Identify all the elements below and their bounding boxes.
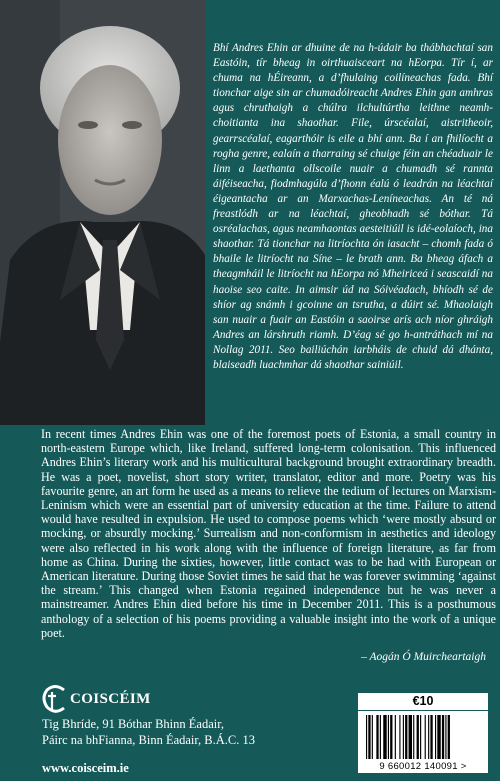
publisher-website-link[interactable]: www.coisceim.ie [42, 761, 129, 775]
blurb-attribution: – Aogán Ó Muircheartaigh [361, 651, 486, 663]
publisher-logo [42, 684, 162, 714]
barcode-bar [372, 715, 373, 759]
barcode-bar [380, 715, 381, 759]
barcode-bar [428, 715, 429, 759]
price-label: €10 [358, 693, 488, 710]
barcode-bar [409, 715, 412, 759]
barcode-bar [430, 715, 432, 759]
author-portrait-illustration [0, 0, 205, 425]
barcode-bar [390, 715, 392, 759]
publisher-name: COISCÉIM [70, 691, 151, 707]
barcode-bar [445, 715, 446, 759]
barcode-bar [399, 715, 400, 759]
barcode-bar [425, 715, 426, 759]
address-line-1: Tig Bhríde, 91 Bóthar Bhinn Éadair, [42, 717, 225, 731]
address-line-2: Páirc na bhFianna, Binn Éadair, B.Á.C. 13 [42, 733, 256, 747]
publisher-address [42, 716, 255, 748]
author-photo [0, 0, 205, 425]
barcode-bar [442, 715, 444, 759]
barcode-bar [420, 715, 421, 759]
barcode-bar [448, 715, 450, 759]
english-blurb: In recent times Andres Ehin was one of the foremost poets of Estonia, a small country in north-eastern Europe which, like Ireland, suffered long-term colonisation. This influenced Andres Ehin’s literary work and his multicultural background brought extraordinary breadth. He was a poet, novelist, short story writer, translator, editor and more. Poetry was his favourite genre, an art form he used as a means to relieve the tedium of lectures on Marxism-Leninism which were an essential part of university education at the time. Failure to attend would have resulted in expulsion. He used to compose poems which ‘were mostly absurd or mocking, or absurdly mocking.’ Surrealism and non-conformism in aesthetics and ideology were also reflected in his work along with the influence of foreign literature, as far from home as China. During the sixties, however, little contact was to be had with European or American literature. During those Soviet times he said that he was forever swimming ‘against the stream.’ This changed when Estonia regained independence but he was never a mainstreamer. Andres Ehin died before his time in December 2011. This is a posthumous anthology of a selection of his poems providing a valuable insight into the work of a unique poet. [41, 427, 496, 640]
barcode-bar [403, 715, 404, 759]
coisceim-emblem-icon [42, 684, 68, 714]
barcode-bar [405, 715, 407, 759]
barcode-bar [376, 715, 378, 759]
barcode-bar [395, 715, 396, 759]
isbn-barcode [358, 711, 488, 773]
barcode-bar [383, 715, 386, 759]
barcode-bar [413, 715, 414, 759]
barcode-bar [417, 715, 419, 759]
barcode-digits: 9 660012 140091 > [379, 761, 467, 772]
barcode-bar [388, 715, 389, 759]
barcode-bar [368, 715, 370, 759]
barcode-bar [437, 715, 440, 759]
irish-blurb: Bhí Andres Ehin ar dhuine de na h-údair ba thábhachtaí san Eastóin, tír bheag in oirthuaisceart na hEorpa. Tír í, ar chuma na hÉireann, a d’fhulaing coilíneachas fada. Bhí tionchar aige sin ar chumadóireacht Andres Ehin gan amhras agus chruthaigh a chúlra ilchultúrtha leithne neamh-choitianta ina shaothar. File, úrscéalaí, aistritheoir, gearrscéalaí, eagarthóir is eile a bhí ann. Ba í an fhilíocht a rogha genre, ealaín a tharraing sé chuige féin an chéaduair le linn a laethanta ollscoile nuair a chumadh sé rannta áiféiseacha, fiodmhagúla d’fhonn éalú ó leadrán na léachtaí éigeantacha ar an Marxachas-Leníneachas. An té ná freastlódh ar na léachtaí, gheobhadh sé bóthar. Tá osréalachas, agus neamhaontas aesteitiúil is idé-eolaíoch, ina shaothar. Tá tionchar na litríochta ón iasacht – chomh fada ó bhaile le litríocht na Síne – le brath ann. Ba bheag áfach a theagmháil le litríocht na hEorpa nó Mheiriceá i seascaidí na haoise seo caite. In aimsir úd na Sóivéadach, bhíodh sé de shíor ag snámh i gcoinne an tsrutha, a dúirt sé. Mhaolaigh san nuair a fuair an Eastóin a saoirse arís ach níor ghráigh Andres an lárshruth riamh. D’éag sé go h-antráthach mí na Nollag 2011. Seo bailiúchán iarbháis de chuid dá dhánta, blaiseadh luachmhar dá shaothar sainiúil. [213, 42, 493, 371]
barcode-bars [358, 711, 488, 761]
barcode-bar [435, 715, 436, 759]
barcode-bar [366, 715, 367, 759]
